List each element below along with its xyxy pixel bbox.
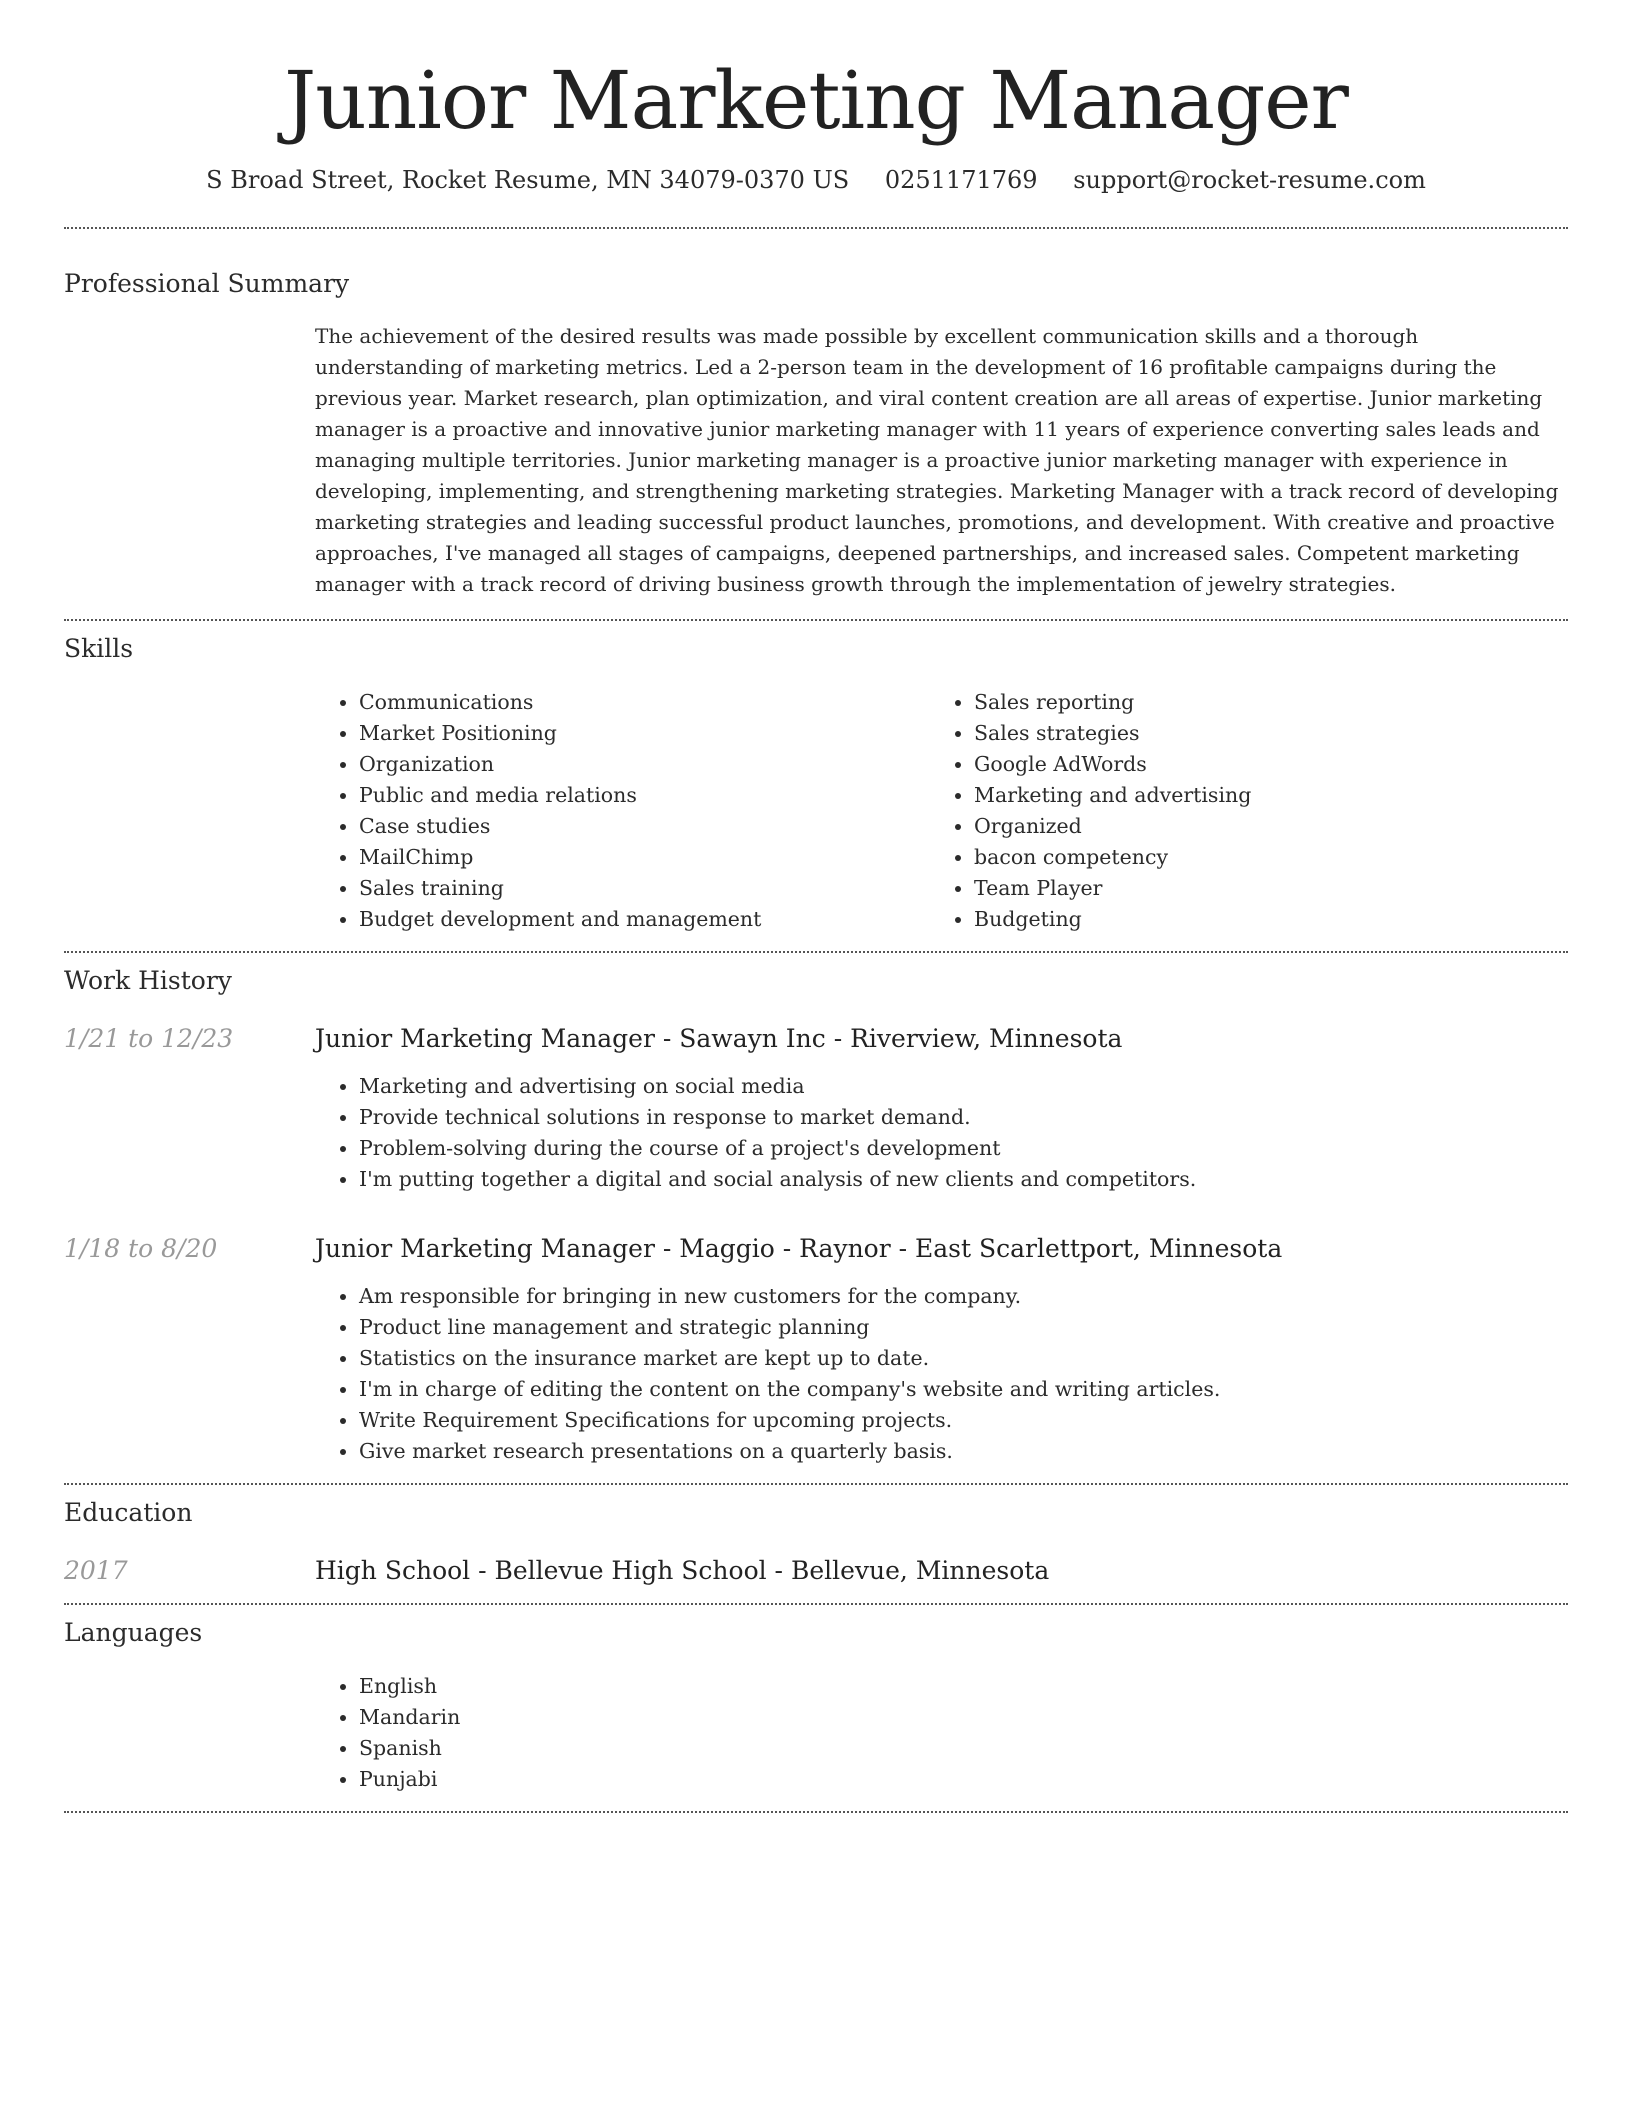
contact-phone: 0251171769 <box>884 166 1038 194</box>
skill-item: • MailChimp <box>359 842 930 873</box>
job-bullet: • Am responsible for bringing in new customers for the company. <box>359 1281 1568 1312</box>
summary-section <box>64 268 1568 600</box>
job-entry <box>64 1233 1568 1265</box>
job-date: 1/18 to 8/20 <box>64 1234 218 1263</box>
contact-address: S Broad Street, Rocket Resume, MN 34079-0370 US <box>206 166 850 194</box>
education-heading: Education <box>64 1498 193 1527</box>
job-bullet-list <box>315 1071 1568 1195</box>
language-item: • English <box>359 1671 1568 1702</box>
work-section <box>64 965 1568 1467</box>
languages-list <box>315 1671 1568 1795</box>
section-divider <box>64 951 1568 953</box>
section-divider <box>64 1811 1568 1813</box>
skill-item: • Sales strategies <box>974 718 1545 749</box>
skill-item: • Public and media relations <box>359 780 930 811</box>
job-bullet: • Marketing and advertising on social media <box>359 1071 1568 1102</box>
resume-page <box>64 0 1568 1813</box>
job-bullet: • I'm in charge of editing the content on the company's website and writing articles. <box>359 1374 1568 1405</box>
job-bullet: • Product line management and strategic planning <box>359 1312 1568 1343</box>
resume-title: Junior Marketing Manager <box>284 54 1348 147</box>
job-bullet: • I'm putting together a digital and social analysis of new clients and competitors. <box>359 1164 1568 1195</box>
skill-item: • Budgeting <box>974 904 1545 935</box>
education-entry <box>64 1555 1568 1587</box>
job-title: Junior Marketing Manager - Maggio - Raynor - East Scarlettport, Minnesota <box>315 1234 1283 1263</box>
work-heading: Work History <box>64 966 232 995</box>
section-divider <box>64 227 1568 229</box>
skill-item: • Marketing and advertising <box>974 780 1545 811</box>
skill-item: • Google AdWords <box>974 749 1545 780</box>
job-bullet: • Write Requirement Specifications for upcoming projects. <box>359 1405 1568 1436</box>
skills-columns <box>315 687 1568 935</box>
skill-item: • Organized <box>974 811 1545 842</box>
section-divider <box>64 1483 1568 1485</box>
skill-item: • bacon competency <box>974 842 1545 873</box>
job-date: 1/21 to 12/23 <box>64 1024 234 1053</box>
contact-line <box>64 164 1568 196</box>
languages-section <box>64 1617 1568 1795</box>
contact-email: support@rocket-resume.com <box>1073 166 1426 194</box>
education-section <box>64 1497 1568 1587</box>
section-divider <box>64 619 1568 621</box>
language-item: • Mandarin <box>359 1702 1568 1733</box>
skills-column-left <box>315 687 930 935</box>
job-bullets <box>315 1281 1568 1467</box>
job-bullet: • Statistics on the insurance market are kept up to date. <box>359 1343 1568 1374</box>
section-divider <box>64 1603 1568 1605</box>
skill-item: • Sales reporting <box>974 687 1545 718</box>
education-date: 2017 <box>64 1556 128 1585</box>
job-bullet-list <box>315 1281 1568 1467</box>
summary-heading: Professional Summary <box>64 269 350 298</box>
languages-heading: Languages <box>64 1618 203 1647</box>
skill-item: • Case studies <box>359 811 930 842</box>
skill-item: • Budget development and management <box>359 904 930 935</box>
job-entry <box>64 1023 1568 1055</box>
skill-item: • Sales training <box>359 873 930 904</box>
skills-section <box>64 633 1568 935</box>
job-bullet: • Give market research presentations on a quarterly basis. <box>359 1436 1568 1467</box>
skill-item: • Team Player <box>974 873 1545 904</box>
summary-text: The achievement of the desired results was made possible by excellent communication skills and a thorough understanding of marketing metrics. Led a 2-person team in the development of 16 profitable campaigns during the previous year. Market research, plan optimization, and viral content creation are all areas of expertise. Junior marketing manager is a proactive and innovative junior marketing manager with 11 years of experience converting sales leads and managing multiple territories. Junior marketing manager is a proactive junior marketing manager with experience in developing, implementing, and strengthening marketing strategies. Marketing Manager with a track record of developing marketing strategies and leading successful product launches, promotions, and development. With creative and proactive approaches, I've managed all stages of campaigns, deepened partnerships, and increased sales. Competent marketing manager with a track record of driving business growth through the implementation of jewelry strategies. <box>315 324 1559 596</box>
job-bullets <box>315 1071 1568 1195</box>
languages-body <box>315 1671 1568 1795</box>
skills-column-right <box>930 687 1545 935</box>
job-title: Junior Marketing Manager - Sawayn Inc - Riverview, Minnesota <box>315 1024 1123 1053</box>
skills-list-left <box>315 687 930 935</box>
skills-heading: Skills <box>64 634 134 663</box>
job-bullet: • Problem-solving during the course of a project's development <box>359 1133 1568 1164</box>
skill-item: • Market Positioning <box>359 718 930 749</box>
summary-body <box>315 321 1568 600</box>
education-title: High School - Bellevue High School - Bellevue, Minnesota <box>315 1556 1050 1585</box>
language-item: • Spanish <box>359 1733 1568 1764</box>
language-item: • Punjabi <box>359 1764 1568 1795</box>
skill-item: • Organization <box>359 749 930 780</box>
skill-item: • Communications <box>359 687 930 718</box>
job-bullet: • Provide technical solutions in response to market demand. <box>359 1102 1568 1133</box>
skills-list-right <box>930 687 1545 935</box>
